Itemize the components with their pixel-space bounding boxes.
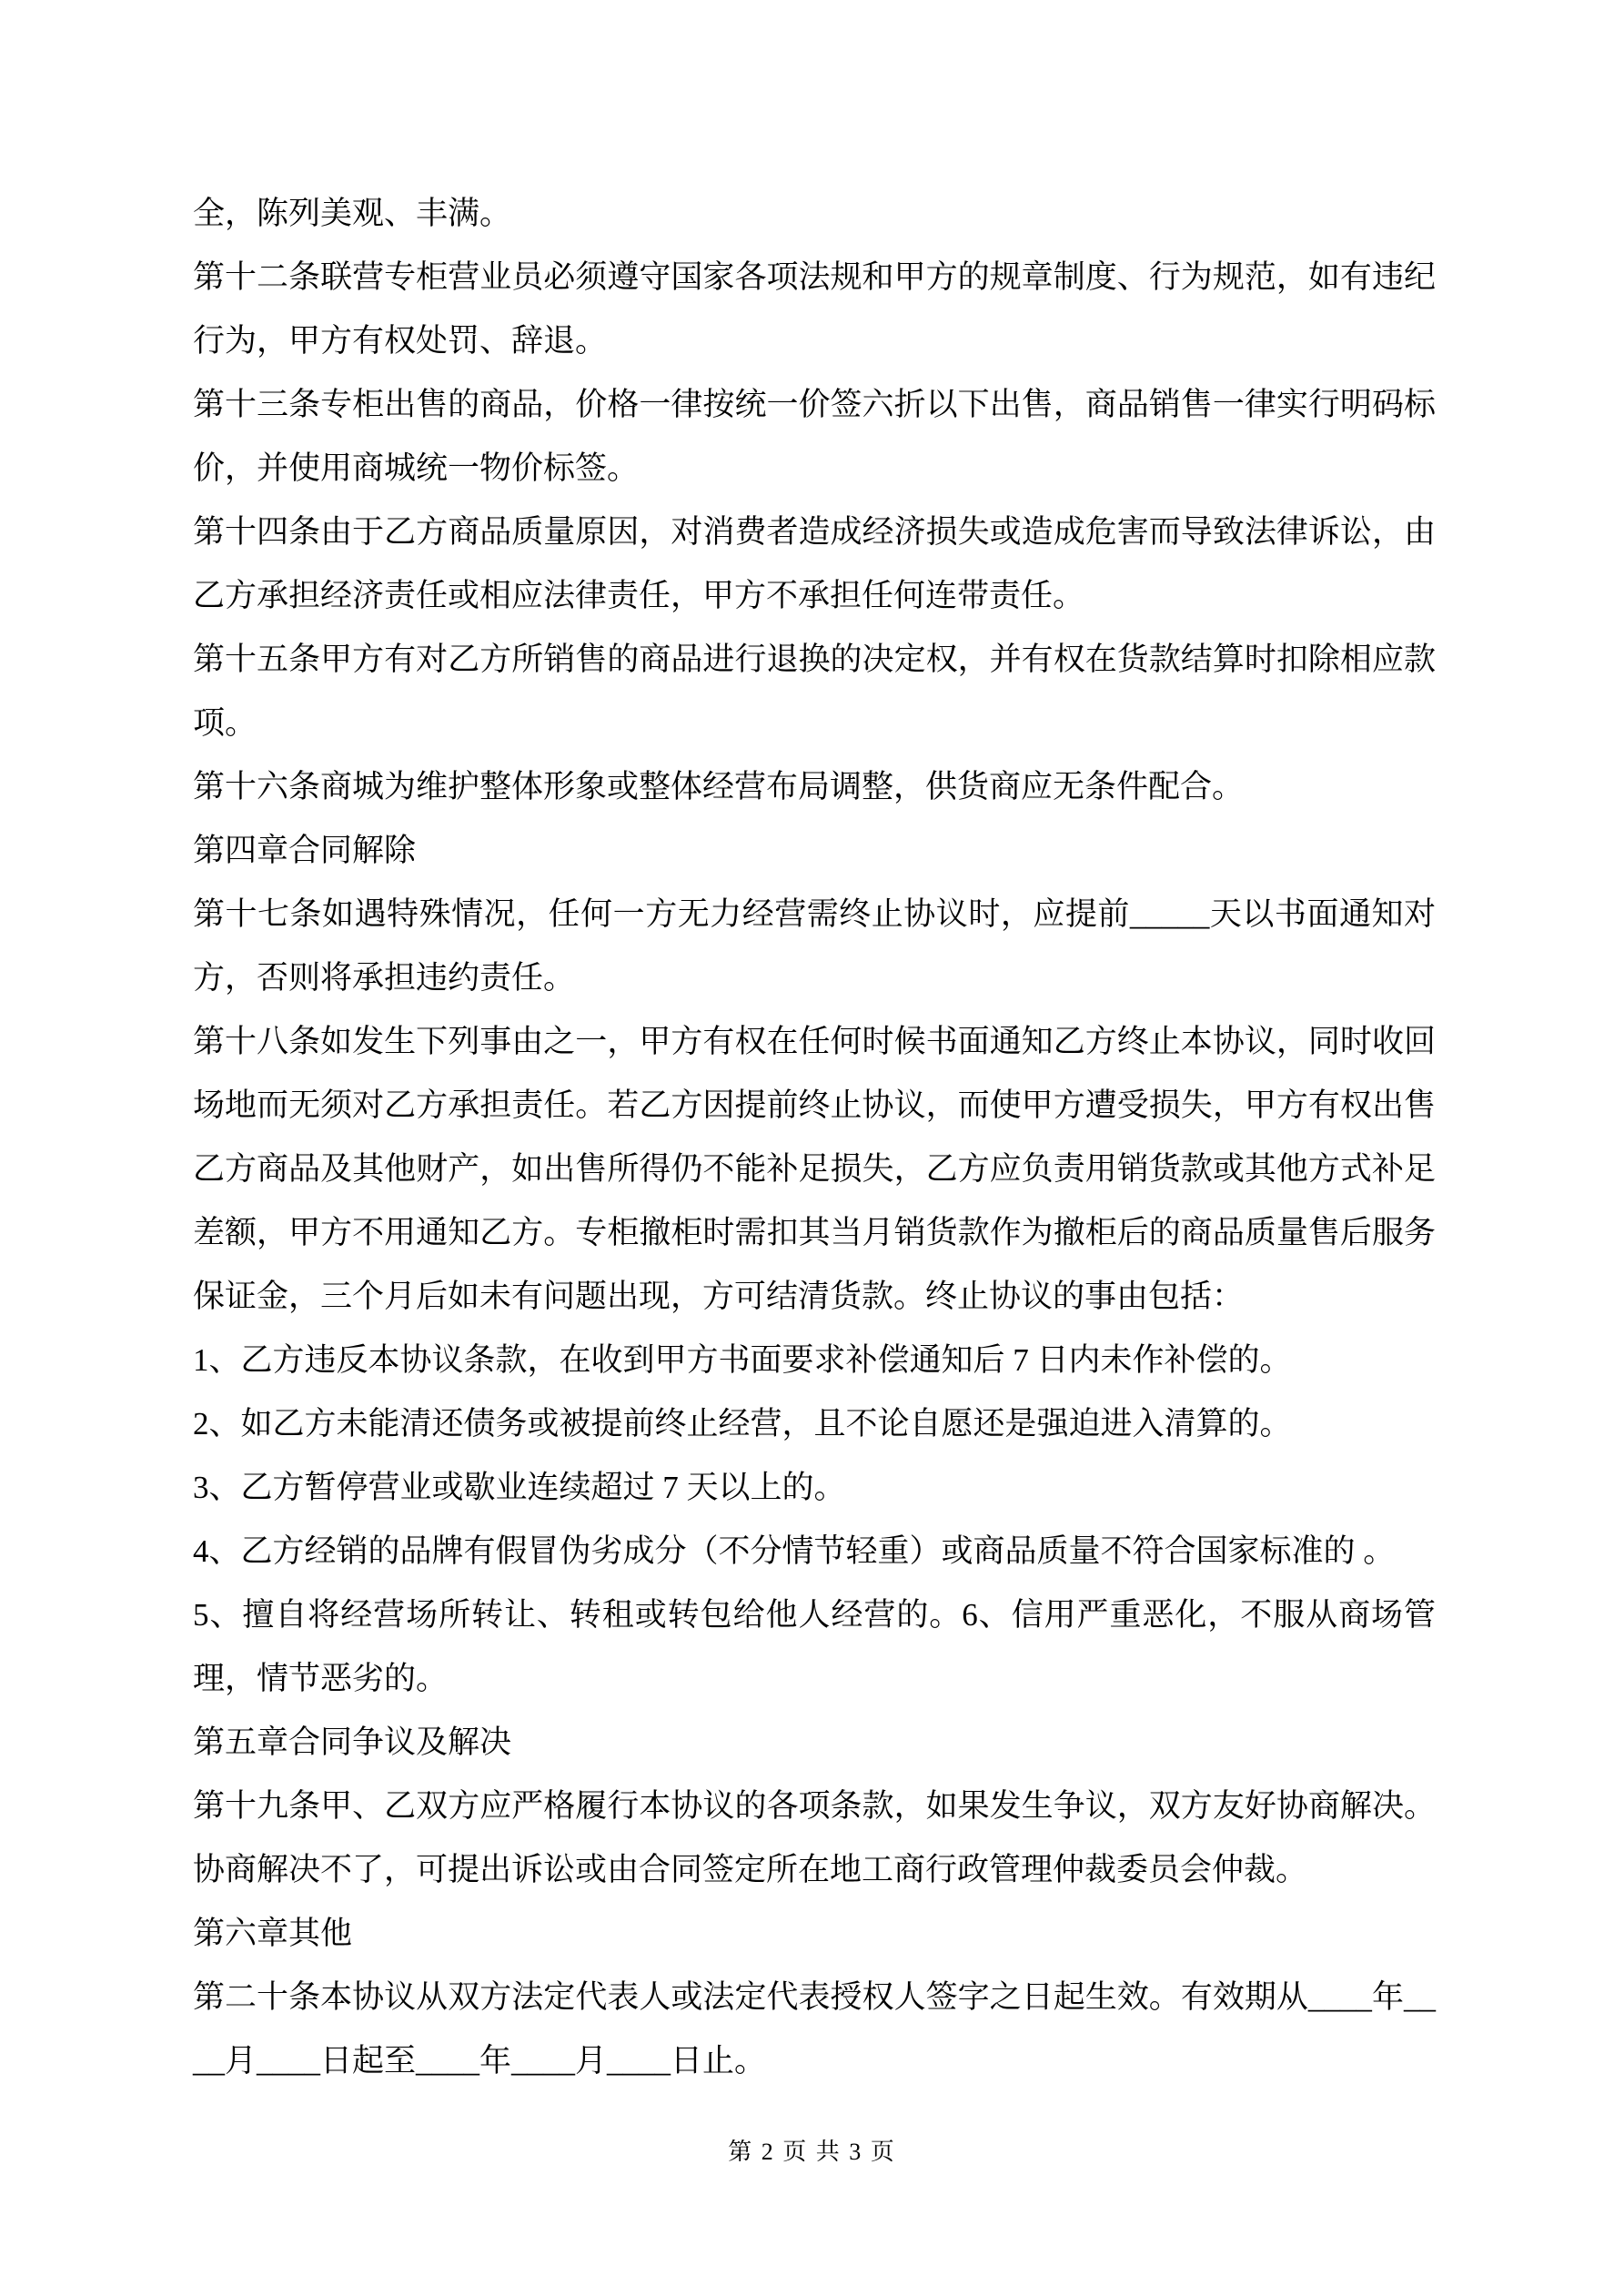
paragraph: 2、如乙方未能清还债务或被提前终止经营，且不论自愿还是强迫进入清算的。 <box>193 1406 1292 1441</box>
paragraph: 第十九条甲、乙双方应严格履行本协议的各项条款，如果发生争议，双方友好协商解决。协商解决不了，可提出诉讼或由合同签定所在地工商行政管理仲裁委员会仲裁。 <box>193 1788 1436 1887</box>
paragraph: 3、乙方暂停营业或歇业连续超过 7 天以上的。 <box>193 1470 846 1505</box>
paragraph: 第十二条联营专柜营业员必须遵守国家各项法规和甲方的规章制度、行为规范，如有违纪行为，甲方有权处罚、辞退。 <box>193 259 1436 359</box>
paragraph: 第二十条本协议从双方法定代表人或法定代表授权人签字之日起生效。有效期从____年____月____日起至____年____月____日止。 <box>193 1979 1436 2079</box>
document-content <box>193 182 1436 2093</box>
paragraph: 第十五条甲方有对乙方所销售的商品进行退换的决定权，并有权在货款结算时扣除相应款项。 <box>193 642 1436 741</box>
paragraph: 第十四条由于乙方商品质量原因，对消费者造成经济损失或造成危害而导致法律诉讼，由乙方承担经济责任或相应法律责任，甲方不承担任何连带责任。 <box>193 514 1436 613</box>
paragraph: 5、擅自将经营场所转让、转租或转包给他人经营的。6、信用严重恶化，不服从商场管理，情节恶劣的。 <box>193 1597 1436 1696</box>
paragraph: 第十七条如遇特殊情况，任何一方无力经营需终止协议时，应提前_____天以书面通知对方，否则将承担违约责任。 <box>193 896 1436 996</box>
chapter-heading: 第六章其他 <box>193 1916 353 1951</box>
paragraph: 4、乙方经销的品牌有假冒伪劣成分（不分情节轻重）或商品质量不符合国家标准的 。 <box>193 1533 1396 1569</box>
paragraph: 1、乙方违反本协议条款，在收到甲方书面要求补偿通知后 7 日内未作补偿的。 <box>193 1342 1292 1378</box>
page-footer: 第 2 页 共 3 页 <box>728 2139 896 2165</box>
paragraph: 全，陈列美观、丰满。 <box>193 196 512 231</box>
chapter-heading: 第四章合同解除 <box>193 833 417 868</box>
paragraph: 第十八条如发生下列事由之一，甲方有权在任何时候书面通知乙方终止本协议，同时收回场地而无须对乙方承担责任。若乙方因提前终止协议，而使甲方遭受损失，甲方有权出售乙方商品及其他财产，如出售所得仍不能补足损失，乙方应负责用销货款或其他方式补足差额，甲方不用通知乙方。专柜撤柜时需扣其当月销货款作为撤柜后的商品质量售后服务保证金，三个月后如未有问题出现，方可结清货款。终止协议的事由包括： <box>193 1024 1436 1314</box>
paragraph: 第十三条专柜出售的商品，价格一律按统一价签六折以下出售，商品销售一律实行明码标价，并使用商城统一物价标签。 <box>193 387 1436 486</box>
paragraph: 第十六条商城为维护整体形象或整体经营布局调整，供货商应无条件配合。 <box>193 769 1245 804</box>
chapter-heading: 第五章合同争议及解决 <box>193 1725 512 1760</box>
